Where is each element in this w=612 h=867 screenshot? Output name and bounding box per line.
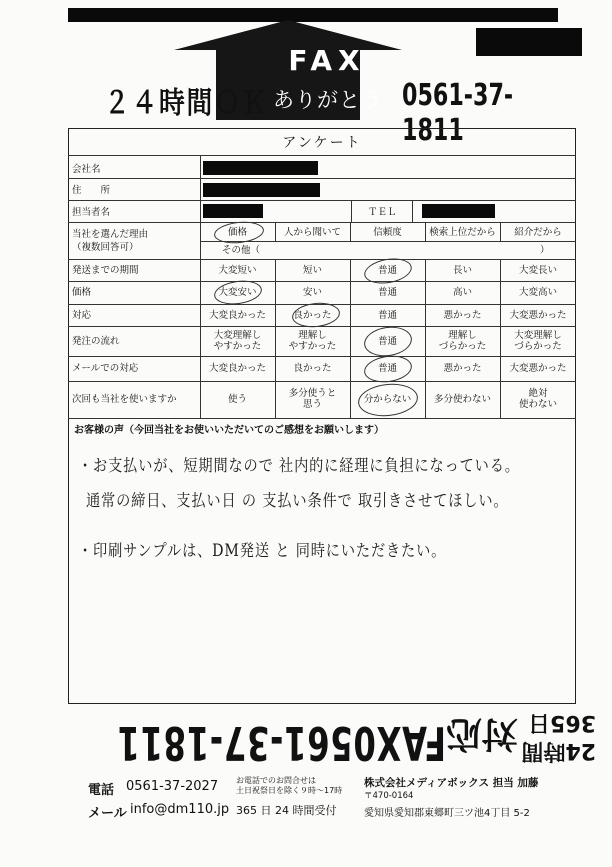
row-label-shipping: 発送までの期間 xyxy=(72,265,139,276)
footer-company: 株式会社メディアボックス 担当 加藤 xyxy=(364,777,539,789)
option-cell: 理解し づらかった xyxy=(438,330,487,352)
survey-title: アンケート xyxy=(282,135,362,151)
footer-phone-label: 電話 xyxy=(88,783,115,798)
label-reason-note: （複数回答可） xyxy=(72,242,139,253)
mirrored-24h: 24時間 xyxy=(521,738,596,763)
option-cell: 絶対 使わない xyxy=(518,388,557,410)
option-cell: 多分使わない xyxy=(433,394,491,405)
reason-option-introduction: 紹介だから xyxy=(514,227,562,238)
option-cell: 大変悪かった xyxy=(509,310,567,321)
reason-other: その他（ xyxy=(222,245,261,256)
option-cell: 普通 xyxy=(377,336,397,347)
footer-postal: 〒470-0164 xyxy=(364,791,414,801)
row-label-service: 対応 xyxy=(72,310,92,321)
label-contact: 担当者名 xyxy=(72,207,111,218)
row-label-email: メールでの対応 xyxy=(72,363,139,374)
reason-option-price: 価格 xyxy=(227,227,247,238)
option-cell: 普通 xyxy=(377,363,397,374)
option-cell: 悪かった xyxy=(443,310,482,321)
thanks-text: ありがとう xyxy=(273,88,383,112)
reason-option-referral-hearsay: 人から聞いて xyxy=(283,227,341,238)
redacted-contact xyxy=(203,204,263,218)
mirrored-taio: 対応 xyxy=(445,713,518,754)
mirrored-365: 365日 xyxy=(528,710,596,735)
option-cell: 普通 xyxy=(377,265,397,276)
redacted-address xyxy=(203,183,320,197)
label-tel: ＴＥＬ xyxy=(368,207,397,218)
option-cell: 分からない xyxy=(363,394,412,405)
rule xyxy=(351,200,352,222)
option-cell: 多分使うと 思う xyxy=(288,388,337,410)
handwritten-comment-line-1: ・お支払いが、短期間なので 社内的に経理に負担になっている。 xyxy=(78,456,520,475)
option-cell: 良かった xyxy=(293,310,332,321)
footer-mail-label: メール xyxy=(88,806,127,821)
mirrored-fax-number: FAX0561-37-1811 xyxy=(116,716,446,770)
redaction-bar-top-right xyxy=(476,28,582,56)
row-label-order-flow: 発注の流れ xyxy=(72,336,120,347)
option-cell: 使う xyxy=(227,394,247,405)
upside-down-footer-banner xyxy=(76,710,596,770)
rule xyxy=(68,200,576,201)
row-label-next-time: 次回も当社を使いますか xyxy=(72,394,177,405)
label-address: 住 所 xyxy=(72,185,111,196)
label-reason: 当社を選んだ理由 xyxy=(72,229,149,240)
option-cell: 大変長い xyxy=(518,265,557,276)
option-cell: 安い xyxy=(302,287,322,298)
footer-fax-hours: 365 日 24 時間受付 xyxy=(236,804,337,817)
label-company: 会社名 xyxy=(72,164,101,175)
handwritten-comment-line-2: 通常の締日、支払い日 の 支払い条件で 取引きさせてほしい。 xyxy=(86,491,509,510)
footer-phone: 0561-37-2027 xyxy=(126,779,219,794)
footer-hours-note-2: 土日祝祭日を除く９時～17時 xyxy=(236,786,343,795)
reason-other-close: ） xyxy=(540,245,550,256)
header-fax-number: 0561-37-1811 xyxy=(402,78,514,148)
handwritten-comment-line-3: ・印刷サンプルは、DM発送 と 同時にいただきたい。 xyxy=(78,541,447,560)
footer-address: 愛知県愛知郡東郷町三ツ池4丁目 5-2 xyxy=(364,808,530,819)
option-cell: 理解し やすかった xyxy=(288,330,337,352)
rule xyxy=(200,241,576,242)
option-cell: 良かった xyxy=(293,363,332,374)
reason-option-trust: 信頼度 xyxy=(373,227,402,238)
option-cell: 普通 xyxy=(377,287,397,298)
redacted-company xyxy=(203,161,318,175)
option-cell: 大変理解し づらかった xyxy=(514,330,562,352)
option-cell: 普通 xyxy=(377,310,397,321)
row-label-price: 価格 xyxy=(72,287,92,298)
option-cell: 大変良かった xyxy=(208,310,266,321)
option-cell: 大変理解し やすかった xyxy=(213,330,262,352)
option-cell: 長い xyxy=(452,265,472,276)
option-cell: 大変悪かった xyxy=(509,363,567,374)
option-cell: 高い xyxy=(452,287,472,298)
option-cell: 大変良かった xyxy=(208,363,266,374)
footer-mail: info@dm110.jp xyxy=(130,802,230,817)
option-cell: 大変安い xyxy=(218,287,257,298)
voice-heading: お客様の声（今回当社をお使いいただいてのご感想をお願いします） xyxy=(74,425,384,436)
option-cell: 悪かった xyxy=(443,363,482,374)
rule xyxy=(68,155,576,156)
slogan-24h-ok: ２４時間ＯＫ xyxy=(104,86,270,121)
rule xyxy=(412,200,413,222)
option-cell: 大変高い xyxy=(518,287,557,298)
rule xyxy=(68,418,576,419)
option-cell: 短い xyxy=(302,265,322,276)
footer-hours-note-1: お電話でのお問合せは xyxy=(236,776,316,785)
rule xyxy=(68,178,576,179)
option-cell: 大変短い xyxy=(218,265,257,276)
fax-word: FAX xyxy=(288,44,366,77)
redacted-tel xyxy=(422,204,495,218)
reason-option-search: 検索上位だから xyxy=(429,227,496,238)
